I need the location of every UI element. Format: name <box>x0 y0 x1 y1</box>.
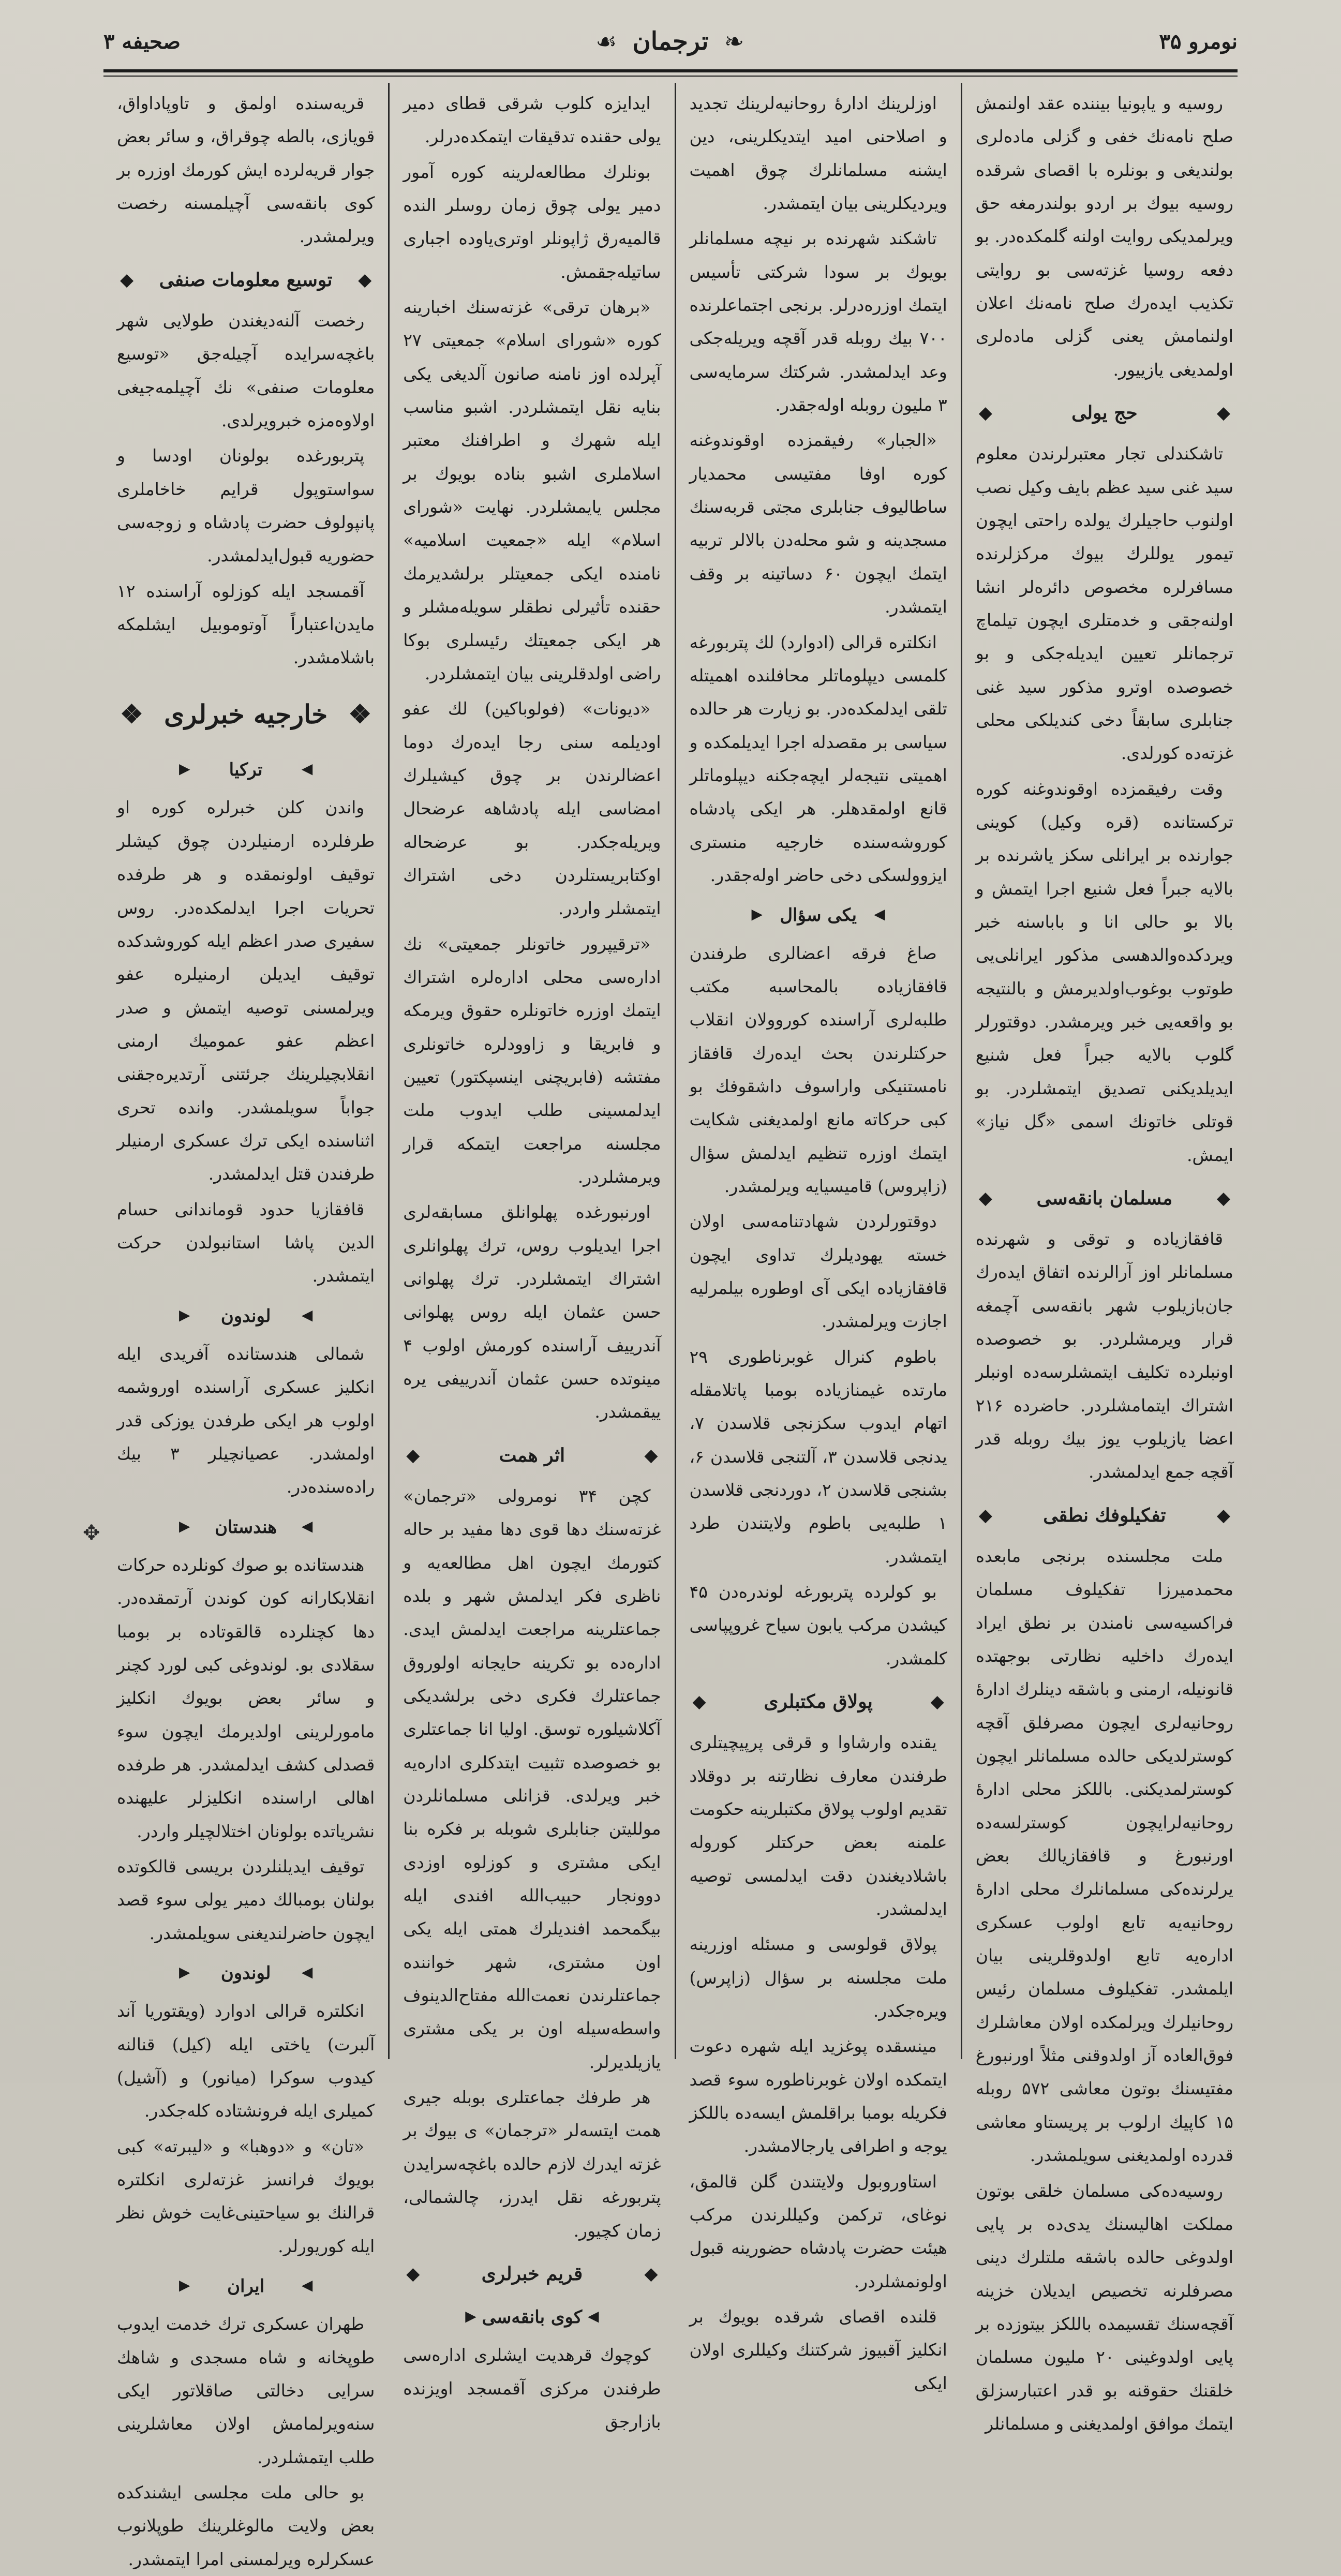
article-paragraph: قافقازيا حدود قوماندانى حسام الدين پاشا استانبولدن حركت ايتمشدر. <box>117 1199 375 1286</box>
section-heading: ◆ توسيع معلومات صنفى ◆ <box>117 260 375 300</box>
section-heading: ◆ حج يولى ◆ <box>976 393 1233 433</box>
article-paragraph: رخصت آلنه‌ديغندن طولايى شهر باغچه‌سرايده آچيله‌جق «توسيع معلومات صنفى» نك آچيلمه‌جيغى اولاوه‌مزه خبرويرلدى. <box>117 310 375 430</box>
article-paragraph: بو حالى ملت مجلسى ايشندكده بعض ولايت مالوغلرينك طوپلانوب عسكرلره ويرلمسنى امرا ايتمشدر. <box>117 2482 375 2569</box>
masthead <box>103 21 1238 62</box>
column-1 <box>961 83 1247 2434</box>
article-paragraph: انكلتره قرالى (ادوارد) لك پتربورغه كلمسى ديپلوماتلر محافلنده اهميتله تلقى ايدلمكده‌در. بو زيارت هر حالده سياسى بر مقصدله اجرا ايديلمكده و اهميتى نتيجه‌لر ايچه‌جكنه ديپلوماتلر قانع اولمقدهلر. هر ايكى پادشاه كوروشه‌سنده خارجيه منسترى ايزوولسكى دخى حاضر اوله‌جقدر. <box>689 632 947 885</box>
article-paragraph: بو كولرده پتربورغه لوندره‌دن ۴۵ كيشدن مركب يابون سياح غروپپاسى كلمشدر. <box>689 1582 947 1669</box>
column-4 <box>103 83 388 2569</box>
masthead-rule-thin <box>103 76 1238 77</box>
section-subheading: ◀ لوندون ▶ <box>117 1298 375 1334</box>
article-paragraph: اوزلرينك ادارهٔ روحانيه‌لرينك تجديد و اصلاحنى اميد ايتديكلرينى، دين ايشنه مسلمانلرك چوق اهميت ويرديكلرينى بيان ايتمشدر. <box>689 93 947 214</box>
article-paragraph: استاوروبول ولايتندن گلن قالمق، نوغاى، تركمن وكيللرندن مركب هيئت حضرت پادشاه حضورينه قبول اولونمشلردر. <box>689 2171 947 2291</box>
article-paragraph: «الجبار» رفيقمزده اوقوندوغنه كوره اوفا مفتيسى محمديار ساطاليوف جنابلرى مجتى قربه‌سنك مسجدينه و شو محله‌دن بالالر تربيه ايتمك ايچون ۶۰ دساتينه بر وقف ايتمشدر. <box>689 430 947 617</box>
article-paragraph: كوچوك قرهديت ايشلرى اداره‌سى طرفندن مركزى آقمسجد اويزنده بازارجق <box>403 2345 661 2432</box>
article-columns <box>103 83 1247 2569</box>
ornament-icon: ❧ <box>724 27 744 55</box>
article-paragraph: صاغ فرقه اعضالرى طرفندن قافقازياده بالمحاسبه مكتب طلبه‌لرى آراسنده كوروولان انقلاب حركتلرندن بحث ايده‌رك قافقاز نامستنيكى واراسوف داشقوفك بو كبى حركاته مانع اولمديغنى شكايت ايتمك اوزره تنظيم ايدلمش سؤال (زاپروس) قاميسيايه ويرلمشدر. <box>689 943 947 1196</box>
masthead-rule <box>103 69 1238 72</box>
article-paragraph: قريه‌سنده اولمق و تاوپاداواق، قويازى، بالطه چوقراق، و سائر بعض جوار قريه‌لرده ايش كورمك اوزره بر كوى بانقه‌سى آچيلمسنه رخصت ويرلمشدر. <box>117 93 375 247</box>
article-paragraph: واندن كلن خبرلره كوره او طرفلرده ارمنيلردن چوق كيشلر توقيف اولونمقده و هر طرفده تحريات اجرا ايدلمكده‌در. روس سفيرى صدر اعظم ايله كوروشدكده توقيف ايديلن ارمنيلره عفو ويرلمسنى توصيه ايتمش و صدر اعظم عفو عموميك ارمنى انقلابچيلرينك جرئتنى آرتديره‌جقنى جواباً سويلمشدر. وانده تحرى اثناسنده ايكى ترك عسكرى ارمنيلر طرفندن قتل ايدلمشدر. <box>117 797 375 1184</box>
section-subheading: ◀ تركيا ▶ <box>117 752 375 788</box>
article-paragraph: پتربورغده بولونان اودسا و سواستوپول قرايم خاخاملرى پانپولوف حضرت پادشاه و زوجه‌سى حضوريه قبول‌ايدلمشدر. <box>117 445 375 566</box>
section-heading: ◆ پولاق مكتبلرى ◆ <box>690 1681 947 1722</box>
article-paragraph: «ترقيپرور خاتونلر جمعيتى» نك اداره‌سى محلى اداره‌لره اشتراك ايتمك اوزره خاتونلره حقوق ويرمكه و فابريقا و زاوودلره خاتونلرى مفتشه (فابريچنى اينسپكتور) تعيين ايدلمسينى طلب ايدوب ملت مجلسنه مراجعت ايتمكه قرار ويرمشلردر. <box>403 933 661 1187</box>
article-paragraph: تاشكند شهرنده بر نيچه مسلمانلر بويوك بر سودا شركتى تأسيس ايتمك اوزره‌درلر. برنجى اجتماعلرنده ۷۰۰ بيك روبله قدر آقچه ويريله‌جكى وعد ايدلمشدر. شركتك سرمايه‌سى ۳ مليون روبله اوله‌جقدر. <box>689 228 947 415</box>
section-heading: ◆ قريم خبرلرى ◆ <box>403 2254 661 2294</box>
section-heading: ❖ خارجيه خبرلرى ❖ <box>117 684 375 745</box>
article-paragraph: اورنبورغده پهلوانلق مسابقه‌لرى اجرا ايديلوب روس، ترك پهلوانلرى اشتراك ايتمشلردر. ترك پهلوانى حسن عثمان ايله روس پهلوانى آندرييف آراسنده كورمش اولوب ۴ مينوتده حسن عثمان آندرييفى يره ييقمشدر. <box>403 1202 661 1422</box>
article-paragraph: انكلتره قرالى ادوارد (ويقتوريا آند آلبرت) ياختى ايله (كيل) قنالنه كيدوب سوكرا (ميانور) و (آشيل) كميلرى ايله فرونشتاده كله‌جكدر. <box>117 2001 375 2121</box>
article-paragraph: تاشكندلى تجار معتبرلرندن معلوم سيد غنى سيد عظم بايف وكيل نصب اولنوب حاجيلرك يولده راحتى ايچون تيمور يوللرك بيوك مركزلرنده مسافرلره مخصوص دائره‌لر انشا اولنه‌جقى و خدمتلرى ايچون تيلماچ ترجمانلر تعيين ايديله‌جكى و بو خصوصده اوترو مذكور سيد غنى جنابلرى سابقاً دخى كنديلكى محلى غزته‌ده كورلدى. <box>975 443 1233 764</box>
newspaper-title: ترجمان <box>632 27 709 56</box>
ornament-icon: ☙ <box>595 27 617 55</box>
article-paragraph: «برهان ترقى» غزته‌سنك اخبارينه كوره «شوراى اسلام» جمعيتى ۲۷ آپرلده اوز نامنه صانون آلديغى يكى بنايه نقل ايتمشلردر. اشبو مناسب ايله شهرك و اطرافنك معتبر اسلاملرى اشبو بناده بويوك بر مجلس يايمشلردر. نهايت «شوراى اسلام» ايله «جمعيت اسلاميه» نامنده ايكى جمعيتلر برلشديرمك حقنده تأثيرلى نطقلر سويله‌مشلر و هر ايكى جمعيتك رئيسلرى بوكا راضى اولدقلرينى بيان ايتمشلردر. <box>403 297 661 683</box>
margin-mark-icon: ✥ <box>83 1521 100 1545</box>
article-paragraph: روسيه و ياپونيا بيننده عقد اولنمش صلح نامه‌نك خفى و گزلى ماده‌لرى بولنديغى و بونلره با اقصاى شرقده روسيه بيوك بر اردو بولندرمغه حق ويرلمديكى روايت اولنه گلمكده‌در. بو دفعه روسيا غزته‌سى بو روايتى تكذيب ايده‌رك صلح نامه‌نك اعلان اولنمامش يعنى گزلى ماده‌لرى اولمديغى يازييور. <box>975 93 1233 380</box>
article-paragraph: پولاق قولوسى و مسئله اوزرينه ملت مجلسنه بر سؤال (زاپرس) ويره‌جكدر. <box>689 1934 947 2021</box>
article-paragraph: قافقازياده و توقى و شهرنده مسلمانلر اوز آرالرنده اتفاق ايده‌رك جان‌بازيلوب شهر بانقه‌سى آچمغه قرار ويرمشلردر. بو خصوصده اونبلرده تكليف ايتمشلرسه‌ده اونبلر اشتراك ايتمامشلردر. حاضرده ۲۱۶ اعضا يازيلوب يوز بيك روبله قدر آقچه جمع ايدلمشدر. <box>975 1229 1233 1482</box>
article-paragraph: طهران عسكرى ترك خدمت ايدوب طوپخانه و شاه مسجدى و شاهك سرايى دخالتى صاقلاتور ايكى سنه‌ويرلمامش اولان معاشلرينى طلب ايتمشلردر. <box>117 2314 375 2467</box>
section-subheading: ◀ يكى سؤال ▶ <box>690 897 947 933</box>
column-2 <box>675 83 961 2393</box>
section-heading: ◆ تفكيلوفك نطقى ◆ <box>976 1495 1233 1536</box>
article-paragraph: آقمسجد ايله كوزلوه آراسنده ۱۲ مايدن‌اعتباراً آوتوموبيل ايشلمكه باشلامشدر. <box>117 580 375 668</box>
article-paragraph: «ديونات» (فولوباكين) لك عفو اوديلمه سنى رجا ايده‌رك دوما اعضالرندن بر چوق كيشيلرك امضاسى ايله پادشاهه عرضحال ويريله‌جكدر. بو عرضحاله اوكتابريستلردن دخى اشتراك ايتمشلر واردر. <box>403 698 661 919</box>
article-paragraph: شمالى هندستانده آفريدى ايله انكليز عسكرى آراسنده اوروشمه اولوب هر ايكى طرفدن يوزكى قدر اولمشدر. عصيانچيلر ۳ بيك راده‌سنده‌در. <box>117 1343 375 1497</box>
section-heading: ◆ اثر همت ◆ <box>403 1435 661 1476</box>
section-subheading: ◀ لوندون ▶ <box>117 1955 375 1991</box>
section-subheading: ◀ هندستان ▶ <box>117 1509 375 1545</box>
section-heading: ◆ مسلمان بانقه‌سى ◆ <box>976 1178 1233 1218</box>
article-paragraph: هندستانده بو صوك كونلرده حركات انقلابكارانه كون كوندن آرتمقده‌در. دها كچنلرده قالقوتاده بر بومبا سقلادى بو. لوندوغى كبى لورد كچنر و سائر بعض بويوك انكليز مامورلرينى اولديرمك ايچون سوء قصدلى كشف ايدلمشدر. هر طرفده اهالى اراسنده انكليزلر عليهنده نشرياتده بولونان اختلالچيلر واردر. <box>117 1554 375 1841</box>
article-paragraph: دوقتورلردن شهادتنامه‌سى اولان خسته يهوديلرك تداوى ايچون قافقازياده ايكى آى اوطوره بيلمرليه اجازت ويرلمشدر. <box>689 1211 947 1332</box>
section-subheading: ◀ كوى بانقه‌سى ▶ <box>403 2299 661 2335</box>
column-3 <box>388 83 674 2432</box>
masthead-center <box>595 27 744 56</box>
page-number: صحيفه ۳ <box>103 29 181 54</box>
article-paragraph: ملت مجلسنده برنجى مابعده محمدميرزا تفكيلوف مسلمان فراكسيه‌سى نامندن بر نطق ايراد ايده‌رك داخليه نظارتى بوجهتده قانونيله، ارمنى و باشقه دينلرك ادارهٔ روحانيه‌لرى ايچون مصرفلق آقچه كوسترلديكى حالده مسلمانلر ايچون كوسترلمديكنى. باللكز محلى ادارهٔ روحانيه‌لرايچون كوسترلسه‌ده اورنبورغ و قافقازيالك بعض يرلرنده‌كى مسلمانلرك محلى ادارهٔ روحانيه‌يه تابع اولوب عسكرى اداره‌يه تابع اولدوقلرينى بيان ايلمشدر. تفكيلوف مسلمان رئيس روحانيلرك ويرلمكده اولان معاشلرك فوق‌العاده آز اولدوقنى مثلاً اورنبورغ مفتيسنك بوتون معاشى ۵۷۲ روبله ۱۵ كاپيك ارلوب بر پريستاو معاشى قدرده اولمديغنى سويلمشدر. <box>975 1545 1233 2166</box>
article-paragraph: ايدايزه كلوب شرقى قطاى دمير يولى حقنده تدقيقات ايتمكده‌درلر. <box>403 93 661 147</box>
article-paragraph: بونلرك مطالعه‌لرينه كوره آمور دمير يولى چوق زمان روسلر النده قالميه‌رق ژاپونلر اوترى‌ياوده اجبارى ساتيله‌جقمش. <box>403 161 661 282</box>
article-paragraph: توقيف ايديلنلردن بريسى قالكوتده بولنان بومبالك دمير يولى سوء قصد ايچون حاضرلنديغنى سويلمشدر. <box>117 1856 375 1943</box>
article-paragraph: وقت رفيقمزده اوقوندوغنه كوره تركستانده (قره وكيل) كوينى جوارنده بر ايرانلى سكز ياشرنده بر بالايه جبراً فعل شنيع اجرا ايتمش و بالا بو حالى انا و باباسنه خبر ويردكده‌والدهسى مذكور ايرانلى‌يى طوتوب بوغوب‌اولديرمش و بالنتيجه بو واقعه‌يى خبر ويرمشدر. دوقتورلر گلوب بالايه جبراً فعل شنيع ايديلديكنى تصديق ايتمشلردر. بو قوتلى خاتونك اسمى «گل نياز» ايمش. <box>975 778 1233 1165</box>
article-paragraph: «تان» و «دوهبا» و «ليبرته» كبى بويوك فرانسز غزته‌لرى انكلتره قرالنك بو سياحتينى‌غايت خوش نظر ايله كوريورلر. <box>117 2136 375 2256</box>
article-paragraph: مينسقده پوغزيد ايله شهره دعوت ايتمكده اولان غوبرناطوره سوء قصد فكريله بومبا براقلمش ايسه‌ده باللكز يوجه و اطرافى يارجالامشدر. <box>689 2036 947 2156</box>
article-paragraph: هر طرفك جماعتلرى بوبله جيرى همت ايتسه‌لر «ترجمان» ى بيوك بر غزته ايدرك لازم حالده باغچه‌سرايدن پتربورغه نقل ايدرز، چالشمالى، زمان كچيور. <box>403 2087 661 2241</box>
article-paragraph: قلنده اقصاى شرقده بويوك بر انكليز آقبيوز شركتنك وكيللرى اولان ايكى <box>689 2306 947 2393</box>
issue-number: نومرو ۳۵ <box>1159 29 1238 54</box>
article-paragraph: يقنده وارشاوا و قرقى پرپيچيتلرى طرفندن معارف نظارتنه بر دوقلاد تقديم اولوب پولاق مكتبلرينه حكومت علمنه بعض حركتلر كوروله باشلاديغندن دقت ايدلمسى توصيه ايدلمشدر. <box>689 1732 947 1919</box>
article-paragraph: روسيه‌ده‌كى مسلمان خلقى بوتون مملكت اهاليسنك يدى‌ده بر پايى اولدوغى حالده باشقه ملتلرك دينى مصرفلرنه تخصيص ايديلان خزينه آقچه‌سنك تقسيمده باللكز بيتوزده بر پايى اولدوغينى ۲۰ مليون مسلمان خلقنك حقوقنه بو قدر اعتبارسزلق ايتمك موافق اولمديغنى و مسلمانلر <box>975 2180 1233 2434</box>
section-subheading: ◀ ايران ▶ <box>117 2268 375 2304</box>
article-paragraph: كچن ۳۴ نومرولى «ترجمان» غزته‌سنك دها قوى دها مفيد بر حاله كتورمك ايچون اهل مطالعه‌يه و ناظرى فكر ايدلمش شهر و بلده جماعتلرينه مراجعت ايدلمش ايدى. اداره‌ده بو تكرينه حايجانه اولوروق جماعتلرك فكرى دخى برلشديكى آكلاشيلوره توسق. اوليا انا جماعتلرى بو خصوصده تثبيت ايتدكلرى اداره‌يه خبر ويرلدى. قزانلى مسلمانلردن مولليتن جنابلرى شوبله بر فكره بنا ايكى مشترى و كوزلوه اوزدى دوونجار حبيب‌الله افندى ايله بيگمحمد افنديلرك همتى ايله يكى اون مشترى، شهر خواننده جماعتلرندن نعمت‌الله مفتاح‌الدينوف واسطه‌سيله اون بر يكى مشترى يازيلديرلر. <box>403 1485 661 2072</box>
article-paragraph: باطوم كنرال غوبرناطورى ۲۹ مارتده غيمنازياده بومبا پاتلامقله اتهام ايدوب سكزنجى قلاسدن ۷، يدنجى قلاسدن ۳، آلتنجى قلاسدن ۶، بشنجى قلاسدن ۲، دوردنجى قلاسدن ۱ طلبه‌يى باطوم ولايتندن طرد ايتمشدر. <box>689 1346 947 1567</box>
